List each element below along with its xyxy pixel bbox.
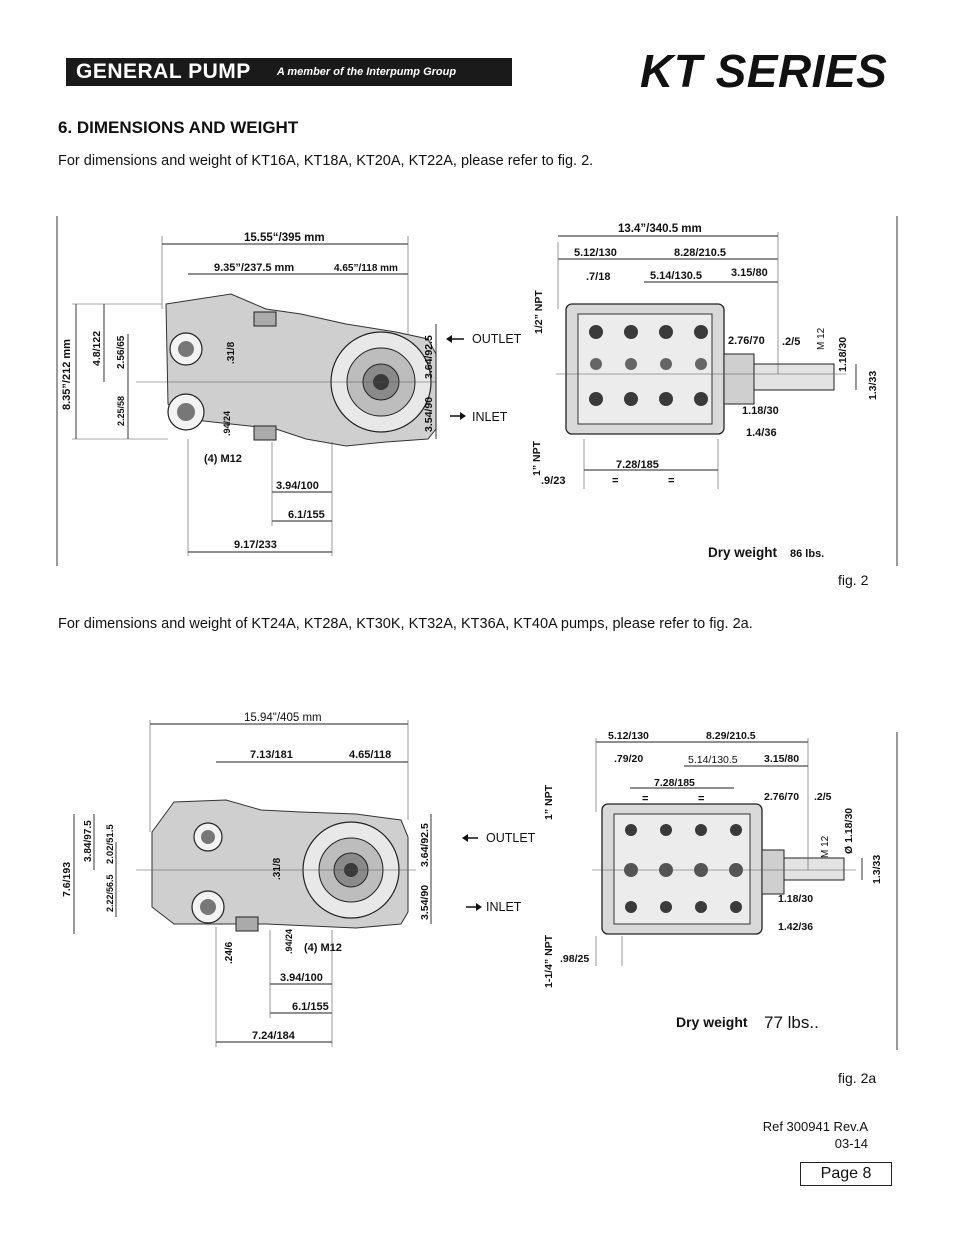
dim-h1: 4.8/122 bbox=[91, 330, 103, 366]
dim-shaft1: 2.76/70 bbox=[728, 335, 765, 347]
dim-h3: 2.25/58 bbox=[116, 395, 126, 426]
dim-overall-height: 8.35”/212 mm bbox=[61, 339, 73, 410]
dim-w3: .7/18 bbox=[586, 271, 611, 283]
dim2a-length-a: 7.13/181 bbox=[250, 749, 293, 761]
inlet-label-2a: INLET bbox=[486, 900, 522, 914]
dim2a-w1: 5.12/130 bbox=[608, 730, 649, 742]
dim2a-h7: 3.64/92.5 bbox=[419, 823, 431, 867]
brand-name: GENERAL PUMP bbox=[76, 60, 251, 83]
dim2a-w5: 3.15/80 bbox=[764, 753, 800, 765]
dim2a-length-b: 4.65/118 bbox=[349, 749, 392, 761]
dim-mount: (4) M12 bbox=[204, 453, 242, 465]
dim-h7: 3.54/90 bbox=[423, 396, 435, 432]
dim-outlet-npt: 1/2” NPT bbox=[533, 290, 545, 334]
reference-block bbox=[763, 1118, 868, 1152]
dim2a-h5: .24/6 bbox=[224, 941, 235, 964]
figure-2-drawing bbox=[56, 214, 898, 566]
dim-length-a: 9.35”/237.5 mm bbox=[214, 262, 295, 274]
dim-h4: .31/8 bbox=[226, 341, 237, 364]
dim2a-s1: 1.18/30 bbox=[778, 893, 814, 905]
dim-h5: .94/24 bbox=[222, 410, 232, 436]
ref-number: Ref 300941 Rev.A bbox=[762, 1119, 868, 1134]
dim2a-outlet-npt: 1” NPT bbox=[543, 784, 555, 820]
eq2a-mark-1: = bbox=[642, 793, 649, 805]
dim2a-overall-height: 7.6/193 bbox=[61, 861, 73, 897]
dim2a-h2: 2.02/51.5 bbox=[105, 824, 116, 864]
dim-base3: 9.17/233 bbox=[234, 539, 277, 551]
dim-shaft-dia: 1.18/30 bbox=[837, 336, 849, 372]
dim2a-base1: 3.94/100 bbox=[280, 972, 323, 984]
dim-s2: 1.4/36 bbox=[746, 427, 777, 439]
dim-length-b: 4.65”/118 mm bbox=[334, 263, 398, 274]
dim2a-foot: 7.28/185 bbox=[654, 777, 695, 789]
dim2a-w2: 8.29/210.5 bbox=[706, 730, 756, 742]
dim2a-thread: M 12 bbox=[820, 835, 831, 858]
fig2a-caption: fig. 2a bbox=[838, 1070, 877, 1086]
dim2a-h6: .94/24 bbox=[284, 928, 294, 954]
page-number: Page 8 bbox=[800, 1162, 892, 1186]
dim-w4: 5.14/130.5 bbox=[650, 270, 702, 282]
dim2a-h4: .31/8 bbox=[272, 857, 283, 880]
dim2a-h8: 3.54/90 bbox=[419, 884, 431, 920]
front-view-pump bbox=[556, 304, 846, 434]
side-view-pump bbox=[136, 294, 436, 446]
eq2a-mark-2: = bbox=[698, 793, 705, 805]
section-heading: 6. DIMENSIONS AND WEIGHT bbox=[58, 118, 299, 137]
fig2a-weight-value: 77 lbs.. bbox=[764, 1013, 819, 1032]
dim-thread: M 12 bbox=[816, 327, 827, 350]
dim2a-w4: 5.14/130.5 bbox=[688, 754, 738, 766]
dim2a-base3: 7.24/184 bbox=[252, 1030, 295, 1042]
dim-key: 1.3/33 bbox=[867, 370, 879, 400]
dim-w1: 5.12/130 bbox=[574, 247, 617, 259]
outlet-label-2a: OUTLET bbox=[486, 831, 536, 845]
outlet-label: OUTLET bbox=[472, 332, 522, 346]
dim2a-shaft2: .2/5 bbox=[814, 791, 832, 803]
dim2a-w3: .79/20 bbox=[614, 753, 644, 765]
series-title: KT SERIES bbox=[640, 45, 888, 97]
dim-inlet-npt: 1” NPT bbox=[531, 440, 543, 476]
figure-2a-drawing bbox=[56, 702, 898, 1054]
fig2a-weight-label: Dry weight bbox=[676, 1014, 748, 1030]
dim-foot-edge: .9/23 bbox=[541, 475, 566, 487]
ref-date: 03-14 bbox=[834, 1136, 868, 1151]
dim-w2: 8.28/210.5 bbox=[674, 247, 726, 259]
dim-s1: 1.18/30 bbox=[742, 405, 779, 417]
dim2a-inlet-npt: 1-1/4” NPT bbox=[543, 934, 555, 988]
dim2a-key: 1.3/33 bbox=[871, 854, 883, 884]
dim2a-mount: (4) M12 bbox=[304, 942, 342, 954]
dim-h2: 2.56/65 bbox=[116, 335, 127, 369]
dim2a-overall-length: 15.94"/405 mm bbox=[244, 712, 322, 724]
fig2-caption: fig. 2 bbox=[838, 572, 869, 588]
inlet-label: INLET bbox=[472, 410, 508, 424]
brand-bar bbox=[66, 58, 512, 86]
dim-base2: 6.1/155 bbox=[288, 509, 325, 521]
intro-fig2: For dimensions and weight of KT16A, KT18A, KT20A, KT22A, please refer to fig. 2. bbox=[58, 153, 594, 169]
dim2a-base2: 6.1/155 bbox=[292, 1001, 329, 1013]
intro-fig2a: For dimensions and weight of KT24A, KT28A, KT30K, KT32A, KT36A, KT40A pumps, please refer to fig. 2a. bbox=[58, 616, 753, 632]
dim-w5: 3.15/80 bbox=[731, 267, 768, 279]
dim2a-shaft-dia: Ø 1.18/30 bbox=[843, 807, 855, 854]
fig2-weight-label: Dry weight bbox=[708, 545, 778, 560]
dim-base1: 3.94/100 bbox=[276, 480, 319, 492]
dim-width-overall: 13.4”/340.5 mm bbox=[618, 223, 702, 235]
dim2a-shaft1: 2.76/70 bbox=[764, 791, 800, 803]
dim-h6: 3.64/92.5 bbox=[423, 335, 435, 379]
dim-shaft2: .2/5 bbox=[782, 336, 801, 348]
eq-mark-1: = bbox=[612, 475, 619, 487]
fig2-weight-value: 86 lbs. bbox=[790, 548, 825, 560]
dim-overall-length: 15.55“/395 mm bbox=[244, 232, 325, 244]
dim2a-foot-edge: .98/25 bbox=[560, 953, 590, 965]
eq-mark-2: = bbox=[668, 475, 675, 487]
dim2a-s2: 1.42/36 bbox=[778, 921, 814, 933]
front-view-pump-2a bbox=[592, 804, 856, 934]
dim-foot: 7.28/185 bbox=[616, 459, 659, 471]
dim2a-h3: 2.22/56.5 bbox=[105, 874, 115, 912]
brand-tagline: A member of the Interpump Group bbox=[276, 66, 457, 78]
dim2a-h1: 3.84/97.5 bbox=[83, 820, 94, 862]
